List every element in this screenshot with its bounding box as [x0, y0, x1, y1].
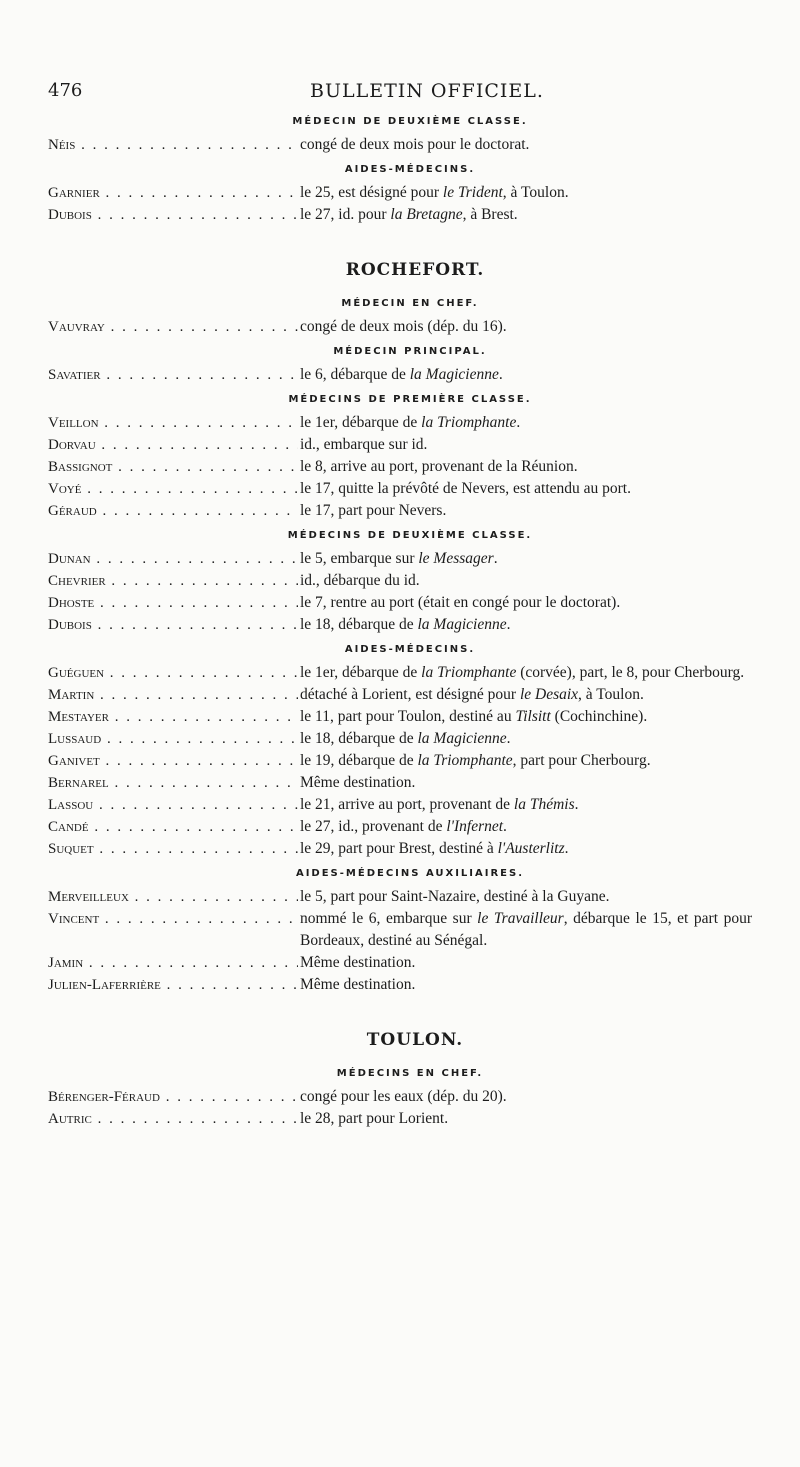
description-text: (corvée), part, le 8, pour Cherbourg. — [516, 664, 745, 681]
section-heading: MÉDECINS DE PREMIÈRE CLASSE. — [288, 394, 532, 405]
description-text: . — [503, 818, 507, 835]
description-text: , à Brest. — [462, 206, 518, 223]
entry-row — [0, 816, 800, 838]
entry-description — [300, 456, 752, 478]
section-city-title: ROCHEFORT. — [345, 260, 485, 280]
description-text: id., débarque du id. — [300, 572, 420, 589]
description-text: nommé le 6, embarque sur — [300, 910, 478, 927]
entry-name: Lassou . . . — [48, 794, 298, 816]
entry-name: Guéguen . . . — [48, 662, 298, 684]
page-number: 476 — [48, 80, 83, 101]
description-text: . — [493, 550, 498, 567]
description-text: , à Toulon. — [502, 184, 569, 201]
description-text: le 17, part pour Nevers. — [300, 502, 447, 519]
entry-description — [300, 816, 752, 838]
entry-name: Dunan . . . — [48, 548, 298, 570]
ship-name: l'Austerlitz — [497, 840, 565, 857]
entry-row — [0, 478, 800, 500]
entry-row — [0, 570, 800, 592]
section-heading: MÉDECINS DE DEUXIÈME CLASSE. — [287, 530, 533, 541]
entry-description — [300, 838, 752, 860]
entry-description — [300, 1086, 752, 1108]
ship-name: le Desaix — [519, 686, 579, 703]
entry-description — [300, 908, 752, 952]
entry-name: Néis . . . — [48, 134, 298, 156]
entry-row — [0, 500, 800, 522]
ship-name: la Magicienne — [417, 616, 507, 633]
entry-row — [0, 434, 800, 456]
entry-row — [0, 316, 800, 338]
entry-description — [300, 478, 752, 500]
entry-description — [300, 952, 752, 974]
entry-row — [0, 908, 800, 952]
description-text: . — [574, 796, 579, 813]
entry-row — [0, 364, 800, 386]
description-text: le 25, est désigné pour — [300, 184, 443, 201]
entry-description — [300, 750, 752, 772]
entry-row — [0, 548, 800, 570]
description-text: le 1er, débarque de — [300, 664, 422, 681]
entry-description — [300, 316, 752, 338]
ship-name: l'Infernet — [446, 818, 504, 835]
entry-description — [300, 886, 752, 908]
description-text: . — [506, 616, 511, 633]
entry-row — [0, 750, 800, 772]
description-text: le 6, débarque de — [300, 366, 410, 383]
description-text: le 27, id., provenant de — [300, 818, 447, 835]
entry-name: Mestayer . . . — [48, 706, 298, 728]
description-text: le 28, part pour Lorient. — [300, 1110, 449, 1127]
entry-row — [0, 684, 800, 706]
ship-name: la Triomphante — [417, 752, 513, 769]
entry-name: Vincent . . . — [48, 908, 298, 930]
ship-name: le Messager — [418, 550, 494, 567]
entry-row — [0, 794, 800, 816]
entry-description — [300, 548, 752, 570]
description-text: . — [564, 840, 569, 857]
entry-description — [300, 500, 752, 522]
section-heading: AIDES-MÉDECINS AUXILIAIRES. — [295, 868, 525, 879]
entry-description — [300, 434, 752, 456]
description-text: le 17, quitte la prévôté de Nevers, est attendu au port. — [300, 480, 631, 497]
ship-name: la Bretagne — [390, 206, 463, 223]
entry-name: Suquet . . . — [48, 838, 298, 860]
entry-description — [300, 794, 752, 816]
description-text: congé de deux mois (dép. du 16). — [300, 318, 507, 335]
entry-description — [300, 134, 752, 156]
entry-description — [300, 772, 752, 794]
entry-row — [0, 838, 800, 860]
entry-name: Savatier . . . — [48, 364, 298, 386]
description-text: congé de deux mois pour le doctorat. — [300, 136, 530, 153]
description-text: le 5, part pour Saint-Nazaire, destiné à la Guyane. — [300, 888, 610, 905]
entry-name: Géraud . . . — [48, 500, 298, 522]
description-text: id., embarque sur id. — [300, 436, 428, 453]
ship-name: Tilsitt — [515, 708, 551, 725]
entry-row — [0, 706, 800, 728]
section-heading: MÉDECINS EN CHEF. — [336, 1068, 484, 1079]
ship-name: la Magicienne — [417, 730, 507, 747]
section-heading: AIDES-MÉDECINS. — [344, 164, 476, 175]
description-text: . — [516, 414, 521, 431]
entry-row — [0, 886, 800, 908]
entry-name: Lussaud . . . — [48, 728, 298, 750]
description-text: , part pour Cherbourg. — [512, 752, 651, 769]
page-content — [0, 108, 800, 1130]
entry-description — [300, 364, 752, 386]
description-text: le 5, embarque sur — [300, 550, 419, 567]
entry-name: Dorvau . . . — [48, 434, 298, 456]
entry-description — [300, 662, 752, 684]
entry-row — [0, 662, 800, 684]
running-title: BULLETIN OFFICIEL. — [310, 80, 544, 102]
entry-name: Dhoste . . . — [48, 592, 298, 614]
entry-name: Bérenger-Féraud . . . — [48, 1086, 298, 1108]
entry-name: Jamin . . . — [48, 952, 298, 974]
section-heading: AIDES-MÉDECINS. — [344, 644, 476, 655]
entry-row — [0, 134, 800, 156]
ship-name: le Travailleur — [477, 910, 564, 927]
section-heading: MÉDECIN EN CHEF. — [341, 298, 479, 309]
entry-description — [300, 728, 752, 750]
description-text: . — [498, 366, 503, 383]
ship-name: la Triomphante — [421, 664, 517, 681]
entry-name: Vauvray . . . — [48, 316, 298, 338]
entry-row — [0, 182, 800, 204]
entry-description — [300, 974, 752, 996]
description-text: le 18, débarque de — [300, 730, 418, 747]
entry-name: Bassignot . . . — [48, 456, 298, 478]
entry-row — [0, 592, 800, 614]
entry-row — [0, 614, 800, 636]
ship-name: la Triomphante — [421, 414, 517, 431]
entry-name: Chevrier . . . — [48, 570, 298, 592]
entry-row — [0, 1108, 800, 1130]
entry-description — [300, 1108, 752, 1130]
entry-name: Bernarel . . . — [48, 772, 298, 794]
entry-row — [0, 772, 800, 794]
description-text: , à Toulon. — [578, 686, 644, 703]
page-header — [48, 80, 748, 104]
entry-name: Garnier . . . — [48, 182, 298, 204]
entry-name: Autric . . . — [48, 1108, 298, 1130]
description-text: détaché à Lorient, est désigné pour — [300, 686, 520, 703]
entry-description — [300, 412, 752, 434]
entry-description — [300, 570, 752, 592]
description-text: le 11, part pour Toulon, destiné au — [300, 708, 516, 725]
entry-name: Julien-Laferrière . . . — [48, 974, 298, 996]
description-text: le 27, id. pour — [300, 206, 391, 223]
entry-name: Voyé . . . — [48, 478, 298, 500]
description-text: (Cochinchine). — [550, 708, 648, 725]
description-text: le 1er, débarque de — [300, 414, 422, 431]
description-text: Même destination. — [300, 954, 416, 971]
entry-row — [0, 412, 800, 434]
entry-description — [300, 614, 752, 636]
section-heading: MÉDECIN DE DEUXIÈME CLASSE. — [292, 116, 528, 127]
description-text: , débarque le 15, et part pour Bordeaux, destiné au Sénégal. — [300, 910, 752, 949]
description-text: Même destination. — [300, 774, 416, 791]
entry-name: Candé . . . — [48, 816, 298, 838]
entry-name: Merveilleux . . . — [48, 886, 298, 908]
entry-row — [0, 1086, 800, 1108]
description-text: Même destination. — [300, 976, 416, 993]
entry-row — [0, 974, 800, 996]
description-text: congé pour les eaux (dép. du 20). — [300, 1088, 507, 1105]
entry-row — [0, 456, 800, 478]
ship-name: la Thémis — [513, 796, 575, 813]
entry-name: Veillon . . . — [48, 412, 298, 434]
section-heading: MÉDECIN PRINCIPAL. — [333, 346, 487, 357]
entry-name: Dubois . . . — [48, 614, 298, 636]
description-text: le 19, débarque de — [300, 752, 418, 769]
entry-row — [0, 204, 800, 226]
entry-description — [300, 204, 752, 226]
entry-description — [300, 684, 752, 706]
entry-description — [300, 592, 752, 614]
description-text: le 21, arrive au port, provenant de — [300, 796, 514, 813]
ship-name: la Magicienne — [409, 366, 499, 383]
entry-name: Dubois . . . — [48, 204, 298, 226]
entry-name: Martin . . . — [48, 684, 298, 706]
description-text: le 7, rentre au port (était en congé pour le doctorat). — [300, 594, 621, 611]
section-city-title: TOULON. — [366, 1030, 464, 1050]
description-text: le 18, débarque de — [300, 616, 418, 633]
entry-name: Ganivet . . . — [48, 750, 298, 772]
description-text: le 29, part pour Brest, destiné à — [300, 840, 498, 857]
description-text: le 8, arrive au port, provenant de la Réunion. — [300, 458, 578, 475]
entry-row — [0, 952, 800, 974]
ship-name: le Trident — [442, 184, 503, 201]
entry-row — [0, 728, 800, 750]
description-text: . — [506, 730, 511, 747]
entry-description — [300, 182, 752, 204]
entry-description — [300, 706, 752, 728]
